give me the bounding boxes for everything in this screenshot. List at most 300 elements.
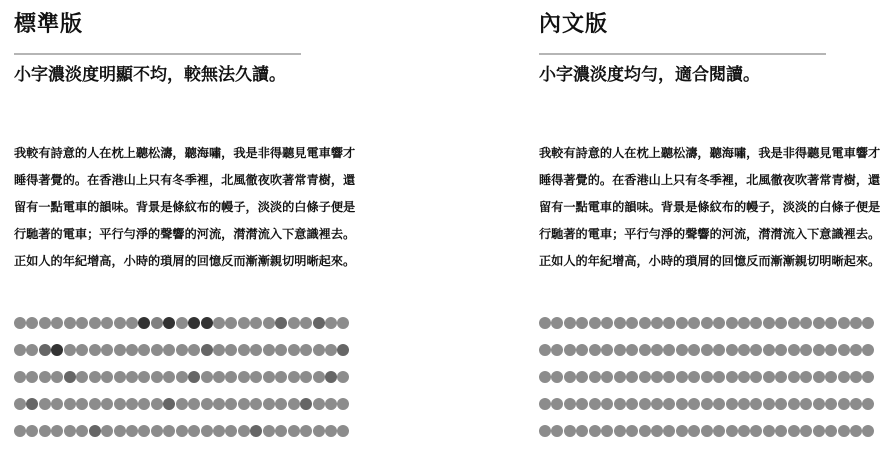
density-dot bbox=[263, 425, 275, 437]
dot-row bbox=[14, 344, 359, 358]
density-dot bbox=[800, 398, 812, 410]
density-dot bbox=[64, 398, 76, 410]
density-dot bbox=[201, 344, 213, 356]
density-dot bbox=[564, 425, 576, 437]
density-dot bbox=[213, 398, 225, 410]
density-dot bbox=[788, 425, 800, 437]
density-dot bbox=[726, 425, 738, 437]
density-dot bbox=[163, 344, 175, 356]
density-dot bbox=[300, 344, 312, 356]
density-dot bbox=[14, 398, 26, 410]
paragraph-line: 我較有詩意的人在枕上聽松濤，聽海嘯，我是非得聽見電車響才 bbox=[14, 146, 356, 160]
density-dot bbox=[337, 317, 349, 329]
density-dot bbox=[813, 398, 825, 410]
density-dot bbox=[601, 317, 613, 329]
density-dot bbox=[663, 425, 675, 437]
density-dot bbox=[614, 344, 626, 356]
density-dot bbox=[76, 344, 88, 356]
dot-row bbox=[539, 317, 884, 331]
density-dot bbox=[688, 425, 700, 437]
density-dot bbox=[176, 317, 188, 329]
density-dot bbox=[225, 371, 237, 383]
density-dot bbox=[576, 317, 588, 329]
density-dot bbox=[800, 344, 812, 356]
density-dot bbox=[701, 317, 713, 329]
density-dot bbox=[775, 317, 787, 329]
density-dot bbox=[300, 371, 312, 383]
paragraph-line: 留有一點電車的韻味。背景是條紋布的幔子，淡淡的白條子便是 bbox=[14, 200, 356, 214]
density-dot bbox=[788, 398, 800, 410]
density-dot bbox=[14, 344, 26, 356]
density-dot bbox=[126, 344, 138, 356]
density-dot bbox=[288, 344, 300, 356]
density-dot bbox=[14, 425, 26, 437]
density-dot bbox=[288, 398, 300, 410]
density-dot bbox=[726, 344, 738, 356]
density-dot bbox=[825, 425, 837, 437]
density-dot bbox=[688, 344, 700, 356]
density-dot bbox=[250, 344, 262, 356]
density-dot bbox=[639, 371, 651, 383]
density-dot bbox=[775, 344, 787, 356]
density-dot bbox=[601, 398, 613, 410]
density-dot bbox=[263, 317, 275, 329]
density-dot bbox=[201, 317, 213, 329]
density-dot bbox=[589, 344, 601, 356]
density-dot bbox=[651, 371, 663, 383]
density-dot bbox=[763, 317, 775, 329]
density-dot bbox=[701, 425, 713, 437]
density-dot bbox=[589, 398, 601, 410]
density-dot bbox=[101, 398, 113, 410]
density-dot bbox=[713, 398, 725, 410]
density-dot bbox=[539, 317, 551, 329]
paragraph-line: 行馳著的電車；平行勻淨的聲響的河流，潸潸流入下意識裡去。 bbox=[539, 227, 881, 241]
density-dot bbox=[813, 344, 825, 356]
density-dot bbox=[176, 425, 188, 437]
panel-subtitle: 小字濃淡度均勻，適合閱讀。 bbox=[539, 65, 760, 85]
density-dot bbox=[750, 425, 762, 437]
density-dot-grid bbox=[539, 317, 884, 442]
density-dot bbox=[138, 398, 150, 410]
density-dot bbox=[838, 425, 850, 437]
density-dot bbox=[713, 371, 725, 383]
paragraph-line: 行馳著的電車；平行勻淨的聲響的河流，潸潸流入下意識裡去。 bbox=[14, 227, 356, 241]
density-dot bbox=[325, 344, 337, 356]
density-dot bbox=[738, 371, 750, 383]
density-dot bbox=[188, 398, 200, 410]
panel-subtitle: 小字濃淡度明顯不均，較無法久讀。 bbox=[14, 65, 286, 85]
dot-row bbox=[14, 371, 359, 385]
density-dot bbox=[39, 344, 51, 356]
density-dot bbox=[838, 344, 850, 356]
density-dot bbox=[788, 344, 800, 356]
panel-title: 內文版 bbox=[539, 12, 609, 37]
density-dot bbox=[763, 344, 775, 356]
paragraph-line: 我較有詩意的人在枕上聽松濤，聽海嘯，我是非得聽見電車響才 bbox=[539, 146, 881, 160]
density-dot bbox=[325, 398, 337, 410]
density-dot bbox=[39, 398, 51, 410]
density-dot bbox=[263, 398, 275, 410]
density-dot bbox=[151, 371, 163, 383]
density-dot bbox=[213, 344, 225, 356]
paragraph-line: 正如人的年紀增高，小時的瑣屑的回憶反而漸漸親切明晰起來。 bbox=[14, 254, 356, 268]
density-dot bbox=[201, 425, 213, 437]
density-dot bbox=[551, 371, 563, 383]
density-dot bbox=[300, 425, 312, 437]
density-dot bbox=[726, 317, 738, 329]
density-dot bbox=[201, 398, 213, 410]
density-dot bbox=[589, 371, 601, 383]
density-dot bbox=[564, 398, 576, 410]
density-dot bbox=[775, 425, 787, 437]
density-dot bbox=[626, 371, 638, 383]
density-dot bbox=[288, 371, 300, 383]
density-dot bbox=[862, 317, 874, 329]
density-dot bbox=[288, 317, 300, 329]
density-dot bbox=[626, 317, 638, 329]
density-dot bbox=[238, 371, 250, 383]
density-dot bbox=[813, 371, 825, 383]
density-dot bbox=[76, 425, 88, 437]
density-dot bbox=[225, 317, 237, 329]
density-dot bbox=[64, 425, 76, 437]
density-dot bbox=[539, 371, 551, 383]
density-dot bbox=[39, 371, 51, 383]
density-dot bbox=[26, 317, 38, 329]
density-dot bbox=[114, 425, 126, 437]
density-dot bbox=[614, 317, 626, 329]
density-dot bbox=[750, 317, 762, 329]
density-dot bbox=[101, 425, 113, 437]
density-dot bbox=[763, 371, 775, 383]
density-dot bbox=[551, 317, 563, 329]
density-dot bbox=[701, 398, 713, 410]
density-dot bbox=[288, 425, 300, 437]
density-dot bbox=[651, 317, 663, 329]
density-dot bbox=[825, 371, 837, 383]
density-dot bbox=[300, 317, 312, 329]
density-dot bbox=[238, 398, 250, 410]
dot-row bbox=[539, 344, 884, 358]
sample-paragraph bbox=[539, 140, 884, 275]
density-dot bbox=[688, 371, 700, 383]
density-dot bbox=[564, 317, 576, 329]
density-dot bbox=[862, 371, 874, 383]
density-dot bbox=[862, 425, 874, 437]
density-dot bbox=[250, 317, 262, 329]
density-dot bbox=[151, 398, 163, 410]
density-dot bbox=[614, 398, 626, 410]
density-dot bbox=[601, 344, 613, 356]
density-dot bbox=[250, 398, 262, 410]
density-dot bbox=[663, 398, 675, 410]
dot-row bbox=[14, 425, 359, 439]
density-dot bbox=[738, 398, 750, 410]
density-dot bbox=[275, 398, 287, 410]
density-dot bbox=[337, 398, 349, 410]
density-dot bbox=[539, 398, 551, 410]
density-dot bbox=[539, 425, 551, 437]
density-dot bbox=[64, 317, 76, 329]
paragraph-line: 留有一點電車的韻味。背景是條紋布的幔子，淡淡的白條子便是 bbox=[539, 200, 881, 214]
density-dot bbox=[101, 371, 113, 383]
density-dot bbox=[850, 398, 862, 410]
paragraph-line: 睡得著覺的。在香港山上只有冬季裡，北風徹夜吹著常青樹，還 bbox=[539, 173, 881, 187]
density-dot bbox=[76, 398, 88, 410]
density-dot bbox=[551, 425, 563, 437]
density-dot bbox=[651, 344, 663, 356]
density-dot bbox=[76, 371, 88, 383]
density-dot bbox=[576, 371, 588, 383]
density-dot bbox=[188, 317, 200, 329]
density-dot bbox=[838, 371, 850, 383]
density-dot bbox=[26, 371, 38, 383]
density-dot bbox=[701, 371, 713, 383]
density-dot bbox=[862, 398, 874, 410]
density-dot bbox=[64, 371, 76, 383]
density-dot bbox=[163, 425, 175, 437]
density-dot bbox=[825, 344, 837, 356]
dot-row bbox=[539, 425, 884, 439]
density-dot bbox=[238, 317, 250, 329]
density-dot bbox=[51, 344, 63, 356]
density-dot bbox=[850, 425, 862, 437]
density-dot bbox=[651, 398, 663, 410]
density-dot bbox=[51, 398, 63, 410]
density-dot bbox=[138, 344, 150, 356]
density-dot bbox=[26, 425, 38, 437]
density-dot bbox=[225, 398, 237, 410]
density-dot bbox=[788, 317, 800, 329]
density-dot bbox=[813, 317, 825, 329]
density-dot bbox=[838, 398, 850, 410]
density-dot bbox=[775, 398, 787, 410]
density-dot bbox=[850, 317, 862, 329]
density-dot bbox=[850, 344, 862, 356]
density-dot bbox=[238, 425, 250, 437]
density-dot bbox=[76, 317, 88, 329]
density-dot bbox=[713, 317, 725, 329]
dot-row bbox=[539, 398, 884, 412]
density-dot bbox=[676, 398, 688, 410]
density-dot bbox=[300, 398, 312, 410]
density-dot bbox=[138, 371, 150, 383]
divider bbox=[539, 53, 826, 55]
density-dot bbox=[738, 425, 750, 437]
density-dot bbox=[750, 344, 762, 356]
density-dot bbox=[337, 425, 349, 437]
density-dot bbox=[726, 371, 738, 383]
density-dot bbox=[163, 398, 175, 410]
density-dot bbox=[313, 398, 325, 410]
density-dot bbox=[213, 317, 225, 329]
density-dot bbox=[800, 371, 812, 383]
density-dot bbox=[51, 317, 63, 329]
density-dot bbox=[576, 425, 588, 437]
density-dot bbox=[176, 371, 188, 383]
density-dot bbox=[89, 398, 101, 410]
density-dot bbox=[39, 317, 51, 329]
density-dot bbox=[151, 344, 163, 356]
density-dot bbox=[750, 398, 762, 410]
density-dot bbox=[663, 317, 675, 329]
density-dot bbox=[213, 425, 225, 437]
density-dot bbox=[51, 425, 63, 437]
density-dot bbox=[250, 371, 262, 383]
density-dot bbox=[688, 317, 700, 329]
density-dot bbox=[89, 425, 101, 437]
density-dot bbox=[138, 425, 150, 437]
density-dot bbox=[763, 425, 775, 437]
density-dot bbox=[713, 425, 725, 437]
dot-row bbox=[539, 371, 884, 385]
density-dot bbox=[275, 425, 287, 437]
density-dot bbox=[89, 317, 101, 329]
density-dot bbox=[114, 371, 126, 383]
density-dot bbox=[800, 425, 812, 437]
density-dot bbox=[614, 425, 626, 437]
density-dot bbox=[750, 371, 762, 383]
density-dot bbox=[576, 398, 588, 410]
paragraph-line: 睡得著覺的。在香港山上只有冬季裡，北風徹夜吹著常青樹，還 bbox=[14, 173, 356, 187]
density-dot bbox=[813, 425, 825, 437]
density-dot bbox=[138, 317, 150, 329]
standard-version-panel bbox=[14, 0, 359, 449]
panel-title: 標準版 bbox=[14, 12, 84, 37]
density-dot bbox=[51, 371, 63, 383]
density-dot bbox=[639, 398, 651, 410]
density-dot bbox=[626, 344, 638, 356]
density-dot bbox=[539, 344, 551, 356]
density-dot-grid bbox=[14, 317, 359, 442]
density-dot bbox=[601, 371, 613, 383]
density-dot bbox=[275, 317, 287, 329]
density-dot bbox=[26, 344, 38, 356]
density-dot bbox=[589, 317, 601, 329]
dot-row bbox=[14, 398, 359, 412]
density-dot bbox=[313, 371, 325, 383]
density-dot bbox=[89, 344, 101, 356]
sample-paragraph bbox=[14, 140, 359, 275]
density-dot bbox=[313, 317, 325, 329]
density-dot bbox=[238, 344, 250, 356]
density-dot bbox=[275, 371, 287, 383]
density-dot bbox=[89, 371, 101, 383]
density-dot bbox=[850, 371, 862, 383]
density-dot bbox=[151, 425, 163, 437]
density-dot bbox=[676, 344, 688, 356]
density-dot bbox=[626, 398, 638, 410]
density-dot bbox=[639, 317, 651, 329]
density-dot bbox=[64, 344, 76, 356]
density-dot bbox=[763, 398, 775, 410]
density-dot bbox=[651, 425, 663, 437]
density-dot bbox=[676, 317, 688, 329]
density-dot bbox=[325, 371, 337, 383]
density-dot bbox=[738, 317, 750, 329]
density-dot bbox=[564, 371, 576, 383]
density-dot bbox=[275, 344, 287, 356]
density-dot bbox=[201, 371, 213, 383]
density-dot bbox=[676, 425, 688, 437]
density-dot bbox=[114, 317, 126, 329]
density-dot bbox=[313, 344, 325, 356]
density-dot bbox=[101, 317, 113, 329]
density-dot bbox=[263, 371, 275, 383]
density-dot bbox=[126, 398, 138, 410]
density-dot bbox=[614, 371, 626, 383]
density-dot bbox=[862, 344, 874, 356]
density-dot bbox=[126, 317, 138, 329]
density-dot bbox=[601, 425, 613, 437]
density-dot bbox=[126, 425, 138, 437]
density-dot bbox=[325, 317, 337, 329]
density-dot bbox=[114, 344, 126, 356]
density-dot bbox=[263, 344, 275, 356]
density-dot bbox=[188, 344, 200, 356]
density-dot bbox=[26, 398, 38, 410]
density-dot bbox=[701, 344, 713, 356]
density-dot bbox=[551, 398, 563, 410]
density-dot bbox=[213, 371, 225, 383]
density-dot bbox=[163, 371, 175, 383]
density-dot bbox=[176, 398, 188, 410]
density-dot bbox=[676, 371, 688, 383]
density-dot bbox=[39, 425, 51, 437]
density-dot bbox=[176, 344, 188, 356]
density-dot bbox=[825, 398, 837, 410]
density-dot bbox=[337, 344, 349, 356]
density-dot bbox=[250, 425, 262, 437]
density-dot bbox=[564, 344, 576, 356]
density-dot bbox=[775, 371, 787, 383]
text-version-panel bbox=[539, 0, 884, 449]
density-dot bbox=[114, 398, 126, 410]
density-dot bbox=[825, 317, 837, 329]
density-dot bbox=[663, 371, 675, 383]
density-dot bbox=[663, 344, 675, 356]
density-dot bbox=[639, 425, 651, 437]
density-dot bbox=[576, 344, 588, 356]
density-dot bbox=[101, 344, 113, 356]
density-dot bbox=[313, 425, 325, 437]
density-dot bbox=[14, 371, 26, 383]
density-dot bbox=[788, 371, 800, 383]
density-dot bbox=[688, 398, 700, 410]
density-dot bbox=[188, 371, 200, 383]
density-dot bbox=[713, 344, 725, 356]
paragraph-line: 正如人的年紀增高，小時的瑣屑的回憶反而漸漸親切明晰起來。 bbox=[539, 254, 881, 268]
density-dot bbox=[726, 398, 738, 410]
density-dot bbox=[800, 317, 812, 329]
density-dot bbox=[188, 425, 200, 437]
density-dot bbox=[126, 371, 138, 383]
density-dot bbox=[163, 317, 175, 329]
density-dot bbox=[325, 425, 337, 437]
divider bbox=[14, 53, 301, 55]
density-dot bbox=[551, 344, 563, 356]
density-dot bbox=[639, 344, 651, 356]
density-dot bbox=[151, 317, 163, 329]
density-dot bbox=[14, 317, 26, 329]
density-dot bbox=[626, 425, 638, 437]
density-dot bbox=[738, 344, 750, 356]
density-dot bbox=[225, 425, 237, 437]
density-dot bbox=[225, 344, 237, 356]
density-dot bbox=[337, 371, 349, 383]
density-dot bbox=[838, 317, 850, 329]
